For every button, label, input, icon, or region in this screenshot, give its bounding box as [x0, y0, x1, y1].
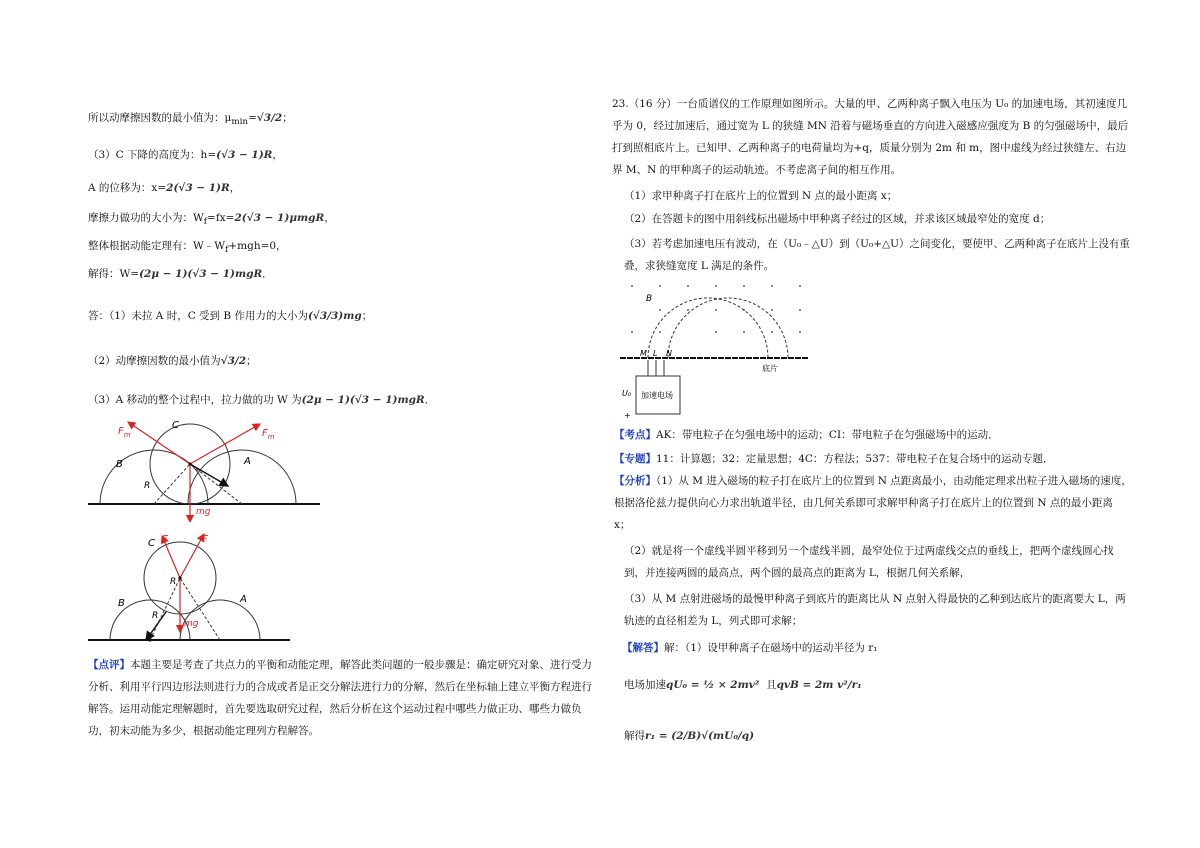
svg-text:R: R [170, 577, 177, 587]
force-f-right [180, 534, 204, 578]
svg-text:F: F [162, 534, 168, 545]
answer-2-line: （2）动摩擦因数的最小值为√3/2； [88, 355, 257, 367]
svg-text:B: B [116, 459, 123, 470]
formula: 2(√3 − 1)μmgR [234, 212, 325, 224]
question-part-3: （3）若考虑加速电压有波动，在（U₀﹣△U）到（U₀+△U）之间变化，要使甲、乙两种离子在底片上没有重叠，求狭缝宽度 L 满足的条件。 [624, 238, 1130, 272]
question-part-2: （2）在答题卡的图中用斜线标出磁场中甲种离子经过的区域，并求该区域最窄处的宽度 d； [624, 213, 1051, 225]
formula: √3/2 [256, 112, 283, 124]
answer-1-line: 答：（1）未拉 A 时，C 受到 B 作用力的大小为(√3/3)mg； [88, 310, 373, 322]
friction-work-line: 摩擦力做功的大小为：$W_f=fx=2(√3 - 1)\mu mgR$， [88, 212, 335, 228]
svg-text:mg: mg [196, 507, 211, 517]
svg-text:U₀: U₀ [622, 389, 632, 398]
svg-text:M: M [640, 349, 647, 358]
svg-text:加速电场: 加速电场 [641, 391, 673, 400]
answer-3-line: （3）A 移动的整个过程中，拉力做的功 W 为(2μ − 1)(√3 − 1)mgR． [88, 394, 436, 406]
svg-text:底片: 底片 [762, 364, 778, 373]
svg-text:A: A [244, 456, 251, 467]
cylinder-a [188, 450, 296, 504]
min-friction-line: 所以动摩擦因数的最小值为：$\mu_{min}=√3/2$； [88, 112, 293, 128]
trajectory-n [668, 298, 788, 358]
kaodian-line: 【考点】AK：带电粒子在匀强电场中的运动；CI：带电粒子在匀强磁场中的运动． [614, 429, 999, 441]
energy-theorem-line: 整体根据动能定理有：$W﹣W_f+mgh=0$， [88, 240, 287, 256]
solution-start: 【解答】解：（1）设甲种离子在磁场中的运动半径为 r₁ [622, 642, 878, 654]
question-23: 23.（16 分）一台质谱仪的工作原理如图所示。大量的甲、乙两种离子飘入电压为 U₀ 的加速电场，其初速度几乎为 0，经过加速后，通过宽为 L 的狭缝 MN 沿着与磁场垂直的方向进入磁感应强度为 B 的匀强磁场中，最后打到照相底片上。已知甲、乙两种离子的电荷量均为+q，质量分别为 2m 和 m，图中虚线为经过狭缝左、右边界 M、N 的甲种离子的运动轨迹。不考虑离子间的相互作用。 [612, 98, 1129, 176]
svg-text:N: N [666, 349, 672, 358]
force-diagram-1 [88, 412, 328, 522]
zhuanti-line: 【专题】11：计算题；32：定量思想；4C：方程法；537：带电粒子在复合场中的运动专题． [614, 453, 1054, 465]
formula: (2μ − 1)(√3 − 1)mgR [139, 268, 263, 280]
comment-paragraph: 【点评】本题主要是考查了共点力的平衡和动能定理，解答此类问题的一般步骤是：确定研究对象、进行受力分析、利用平行四边形法则进行力的合成或者是正交分解法进行力的分解，然后在坐标轴上建立平衡方程进行解答。运用动能定理解题时，首先要选取研究过程，然后分析在这个运动过程中哪些力做正功、哪些力做负功，初末动能为多少，根据动能定理列方程解答。 [88, 659, 592, 737]
svg-text:R: R [144, 481, 151, 491]
svg-text:mg: mg [184, 619, 199, 629]
force-fm-left [128, 422, 190, 464]
svg-text:B: B [118, 598, 125, 609]
svg-text:L: L [653, 349, 658, 358]
analysis-2: （2）就是将一个虚线半圆平移到另一个虚线半圆，最窄处位于过两虚线交点的垂线上，把两个虚线圆心找到，并连接两圆的最高点，两个圆的最高点的距离为 L，根据几何关系解， [624, 545, 1114, 579]
svg-text:Fm: $F_m$ [118, 426, 131, 439]
equation-radius: 解得r₁ = (2/B)√(mU₀/q) [624, 730, 755, 742]
svg-text:A: A [240, 594, 247, 605]
equation-acceleration: 电场加速qU₀ = ½ × 2mv² 且qvB = 2m v²/r₁ [624, 679, 862, 691]
formula: qU₀ = ½ × 2mv² [666, 679, 760, 691]
height-line: （3）C 下降的高度为：h=(√3 − 1)R， [88, 149, 283, 161]
comment-tag: 【点评】 [88, 659, 130, 671]
formula: (√3/3)mg [307, 310, 362, 322]
formula: r₁ = (2/B)√(mU₀/q) [645, 730, 755, 742]
analysis-1: 【分析】（1）从 M 进入磁场的粒子打在底片上的位置到 N 点距离最小，由动能定理求出粒子进入磁场的速度，根据洛伦兹力提供向心力求出轨道半径，由几何关系即可求解甲种离子打在底片上的位置到 N 点的最小距离 x； [614, 475, 1132, 531]
svg-text:Fm: $F_m$ [262, 428, 275, 441]
displacement-line: A 的位移为：x=2(√3 − 1)R， [88, 182, 241, 194]
formula: √3/2 [220, 355, 247, 367]
magnetic-field-dots [631, 285, 801, 333]
formula: qvB = 2m v²/r₁ [776, 679, 862, 691]
formula: (2μ − 1)(√3 − 1)mgR [301, 394, 425, 406]
analysis-3: （3）从 M 点射进磁场的最慢甲种离子到底片的距离比从 N 点射入得最快的乙种到达底片的距离要大 L，两轨迹的直径相差为 L，列式即可求解； [624, 593, 1126, 627]
formula: (√3 − 1)R [216, 149, 273, 161]
svg-text:B: B [646, 294, 653, 304]
svg-text:+: + [624, 411, 631, 420]
svg-text:C: C [172, 420, 179, 431]
question-part-1: （1）求甲种离子打在底片上的位置到 N 点的最小距离 x； [624, 190, 898, 202]
formula: 2(√3 − 1)R [166, 182, 230, 194]
svg-text:F: F [202, 534, 208, 545]
mass-spectrometer-diagram [620, 280, 820, 420]
svg-text:C: C [148, 538, 155, 549]
svg-text:R: R [152, 611, 159, 621]
pull-arrow [190, 464, 228, 486]
force-diagram-2 [88, 528, 328, 646]
solution-line: 解得：W=(2μ − 1)(√3 − 1)mgR． [88, 268, 273, 280]
